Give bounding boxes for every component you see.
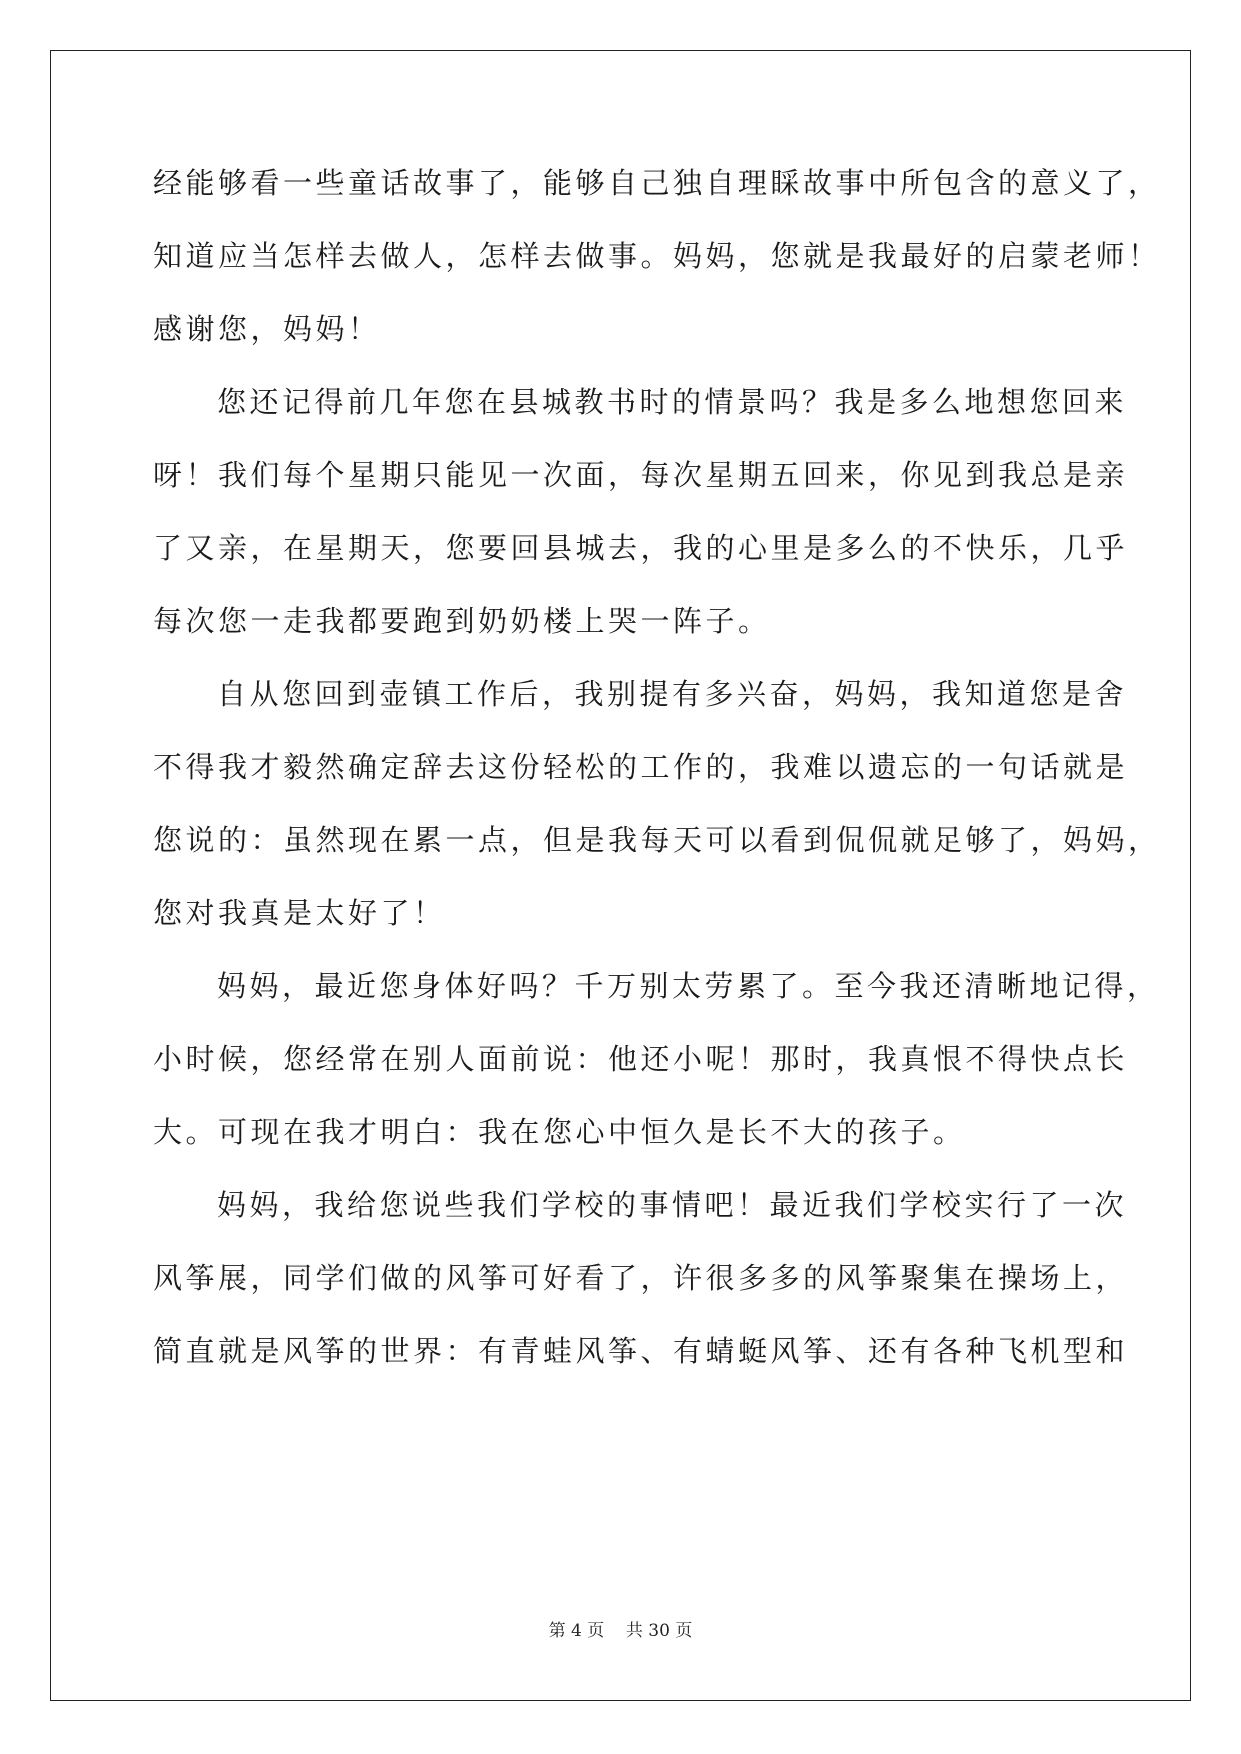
text-line: 知道应当怎样去做人，怎样去做事。妈妈，您就是我最好的启蒙老师！ xyxy=(153,239,1161,273)
text-line: 简直就是风筝的世界：有青蛙风筝、有蜻蜓风筝、还有各种飞机型和 xyxy=(153,1334,1129,1368)
text-line: 您对我真是太好了！ xyxy=(153,896,446,930)
text-line: 感谢您，妈妈！ xyxy=(153,312,381,346)
text-line: 小时候，您经常在别人面前说：他还小呢！那时，我真恨不得快点长 xyxy=(153,1042,1129,1076)
text-line: 每次您一走我都要跑到奶奶楼上哭一阵子。 xyxy=(153,604,771,638)
text-line: 您说的：虽然现在累一点，但是我每天可以看到侃侃就足够了，妈妈， xyxy=(153,823,1161,857)
text-line: 经能够看一些童话故事了，能够自己独自理睬故事中所包含的意义了， xyxy=(153,166,1161,200)
paragraph-start-line: 妈妈，最近您身体好吗？千万别太劳累了。至今我还清晰地记得， xyxy=(217,969,1160,1003)
text-line: 呀！我们每个星期只能见一次面，每次星期五回来，你见到我总是亲 xyxy=(153,458,1129,492)
text-line: 了又亲，在星期天，您要回县城去，我的心里是多么的不快乐，几乎 xyxy=(153,531,1129,565)
page-total: 共 30 页 xyxy=(625,1621,693,1641)
text-line: 大。可现在我才明白：我在您心中恒久是长不大的孩子。 xyxy=(153,1115,966,1149)
text-line: 风筝展，同学们做的风筝可好看了，许很多多的风筝聚集在操场上， xyxy=(153,1261,1129,1295)
page-footer xyxy=(0,1616,1241,1641)
paragraph-start-line: 自从您回到壶镇工作后，我别提有多兴奋，妈妈，我知道您是舍 xyxy=(217,677,1128,711)
page-number: 第 4 页 xyxy=(548,1621,605,1641)
page-border xyxy=(50,50,1191,1701)
text-line: 不得我才毅然确定辞去这份轻松的工作的，我难以遗忘的一句话就是 xyxy=(153,750,1129,784)
paragraph-start-line: 您还记得前几年您在县城教书时的情景吗？我是多么地想您回来 xyxy=(217,385,1128,419)
paragraph-start-line: 妈妈，我给您说些我们学校的事情吧！最近我们学校实行了一次 xyxy=(217,1188,1128,1222)
